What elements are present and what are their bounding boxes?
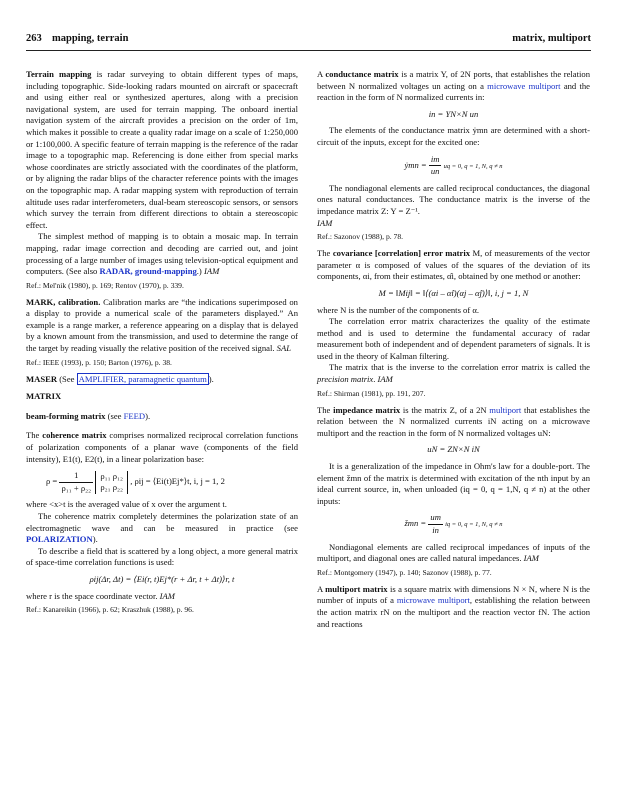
eq-lhs: ρ = (46, 476, 58, 487)
entry-term: impedance matrix (333, 404, 401, 415)
conductance-matrix-entry (317, 69, 590, 104)
conductance-para3 (317, 183, 590, 218)
maser-entry (26, 374, 298, 386)
conductance-equation: in = YN×N un (428, 108, 479, 119)
entry-text: is a square matrix with dimensions N × N, where N is the number of inputs of a (317, 583, 590, 606)
reference: Ref.: Shirman (1981), pp. 191, 207. (317, 388, 426, 398)
see-link-microwave-multiport-2[interactable]: microwave multiport (396, 595, 470, 606)
eq-denominator: un (430, 166, 440, 177)
eq-denominator: in (432, 525, 439, 535)
right-column (317, 69, 590, 630)
entry-term: beam-forming matrix (26, 410, 106, 421)
impedance-para2: It is a generalization of the impedance in Ohm's law for a double-port. The element žmn of the matrix is determined with excitation of the nth input by an ideal current source, in, when unloaded (iq = 0, q = 1,N, q ≠ n) at the other inputs: (317, 461, 590, 506)
entry-text: (see (105, 410, 124, 421)
eq-fraction (428, 512, 443, 536)
signature: IAM (203, 266, 220, 277)
conductance-signature (317, 218, 590, 230)
right-running-title: matrix, multiport (512, 33, 591, 44)
eq-fraction (429, 154, 442, 178)
entry-term: conductance matrix (325, 69, 399, 79)
eq-matrix (95, 471, 128, 494)
covariance-para3 (317, 362, 590, 385)
entry-text: M, of measurements of the vector parameter α is composed of values of the squares of the deviation of its components, αi, from their estimates, α̂i, obtained by one method or another: (317, 248, 590, 282)
running-header (26, 33, 591, 49)
eq-condition: iq = 0, q = 1, N, q ≠ n (445, 521, 503, 529)
entry-text: ). (92, 534, 98, 545)
see-link-multiport[interactable]: multiport (489, 404, 522, 415)
coherence-where: where <x>t is the averaged value of x over the argument t. (26, 499, 227, 510)
covariance-matrix-entry (317, 248, 590, 283)
entry-text: .) (196, 266, 204, 277)
entry-text: The simplest method of mapping is to obtain a mosaic map. In terrain mapping, radar image correction and decoding are carried out, and joint processing of a large number of images using television-optical equipment and computers. (See also (26, 231, 298, 277)
page-number: 263 (26, 33, 42, 44)
reference: Ref.: Sazonov (1988), p. 78. (317, 232, 404, 242)
terrain-mapping-entry (26, 69, 298, 231)
eq-lhs: ẏmn = (404, 159, 427, 170)
entry-text: is radar surveying to obtain different types of maps, including topographic. Side-looking radars mounted on aircraft or spacecraft and using either real or synthesized apertures, along with a precision navigational system, are used for terrain mapping. The onboard inertial navigation system of the aircraft provides a precision on the order of 1m, which makes it possible to create a quality radar image on a scale of 1:250,000 or 1:100,000. A specific feature of terrain mapping is the reference of the radar image to a topographic map. Referencing is done either from special marks whose coordinates are strictly associated with the coordinates of the platform, or by aligning the radar blips of the character reference points with the images on the topographic map. A radar mapping system with reproduction of terrain altitude uses radar interferometers, dual-beam stereoscopic sensors, or sensors which survey the terrain from different directions to obtain a stereoscopic effect. (26, 69, 298, 230)
entry-text: The (26, 430, 43, 441)
eq-fraction (59, 470, 93, 494)
entry-text: . (373, 374, 378, 385)
entry-text: The (317, 404, 334, 415)
eq-rhs: , ρij = ⟨Ei(t)Ej*⟩t, i, j = 1, 2 (130, 476, 225, 487)
entry-text: Calibration marks are “the indications superimposed on a display to provide a numerical scale of the parameters displayed.” An example is a range marker, a reference appearing on a display that is delayed by a known amount from the transmission, and used to determine the range of the target by reading visually the relative position of the received signal. (26, 296, 298, 354)
entry-text: is the matrix Z, of a 2N (400, 404, 490, 415)
reference: Ref.: Mel'nik (1980), p. 169; Rentov (1970), p. 339. (26, 280, 184, 290)
entry-text: The matrix that is the inverse to the correlation error matrix is called the (329, 362, 590, 373)
entry-term: coherence matrix (42, 430, 107, 441)
eq-matrix-row: ρ₁₁ ρ₁₂ (100, 470, 124, 481)
reference: Ref.: Kanareikin (1966), p. 62; Kraszhuk (1988), p. 96. (26, 605, 194, 615)
entry-term: Terrain mapping (26, 69, 92, 79)
covariance-para2: The correlation error matrix characterizes the quality of the estimate method and is used to determine the fundamental accuracy of radar measurement both of independent and of dependent parameters of signals. It is used in the theory of Kalman filtering. (317, 316, 590, 361)
entry-text: (See (57, 373, 77, 384)
eq-denominator: ρ₁₁ + ρ₂₂ (61, 482, 92, 493)
entry-text: is a matrix Y, of 2N ports, that establishes the relation between N normalized voltages un acting on a (317, 69, 590, 91)
entry-term: MASER (26, 373, 58, 384)
reference: Ref.: Montgomery (1947), p. 140; Sazonov (1988), p. 77. (317, 567, 492, 577)
left-column (26, 69, 298, 621)
signature: IAM (523, 553, 539, 564)
entry-text: that establishes the relation between the N normalized currents iN acting on a microwave multiport and the reaction in the form of N normalized voltages uN: (317, 404, 590, 438)
eq-matrix-row: ρ₂₁ ρ₂₂ (100, 482, 124, 493)
entry-text: A (317, 583, 326, 594)
coherence-equation (26, 470, 298, 494)
multiport-matrix-entry (317, 584, 590, 630)
impedance-para3 (317, 542, 590, 565)
eq-numerator: im (429, 154, 442, 167)
entry-term: covariance [correlation] error matrix (332, 248, 471, 259)
impedance-element-equation (317, 512, 590, 536)
entry-text: The nondiagonal elements are called reciprocal conductances, the diagonal ones natural conductances. The conductance matrix is the inverse of the impedance matrix Z: Y = Z⁻¹. (317, 182, 590, 216)
entry-text: A (317, 69, 326, 79)
entry-text: comprises normalized reciprocal correlation functions of polarization components of a planar wave (components of the field intensity), E1(t), E2(t), in a linear polarization base: (26, 430, 299, 464)
signature: IAM (377, 374, 393, 385)
terrain-mapping-para2 (26, 231, 298, 277)
signature: IAM (159, 590, 175, 601)
matrix-heading: MATRIX (26, 391, 62, 402)
covariance-where: where N is the number of the components of α. (317, 304, 480, 315)
reference: Ref.: IEEE (1993), p. 150; Barton (1976), p. 38. (26, 357, 172, 367)
impedance-equation: uN = ZN×N iN (427, 444, 480, 455)
see-link-microwave-multiport[interactable]: microwave multiport (487, 80, 561, 91)
entry-text: where r is the space coordinate vector. (26, 590, 160, 601)
mark-calibration-entry (26, 297, 298, 355)
entry-text: The coherence matrix completely determines the polarization state of an electromagnetic wave and can be measured in practice (see (26, 511, 298, 533)
header-rule (26, 50, 591, 51)
see-link-radar-ground-mapping[interactable]: RADAR, ground-mapping (99, 266, 197, 277)
eq-condition: uq = 0, q = 1, N, q ≠ n (443, 162, 503, 170)
entry-text: The (317, 248, 333, 259)
left-running-title: mapping, terrain (52, 33, 129, 44)
coherence-para2 (26, 511, 298, 546)
entry-text: Nondiagonal elements are called reciprocal impedances of inputs of the multiport, and diagonal ones are called natural impedances. (317, 541, 590, 564)
eq-lhs: žmn = (404, 518, 427, 529)
coherence-matrix-entry (26, 430, 298, 465)
covariance-equation: M = ‖Mij‖ = ‖⟨(αi – α̂i)(αj – α̂j)⟩‖, i, j = 1, N (378, 287, 529, 298)
coherence-where2 (26, 591, 298, 603)
signature: SAL (276, 343, 291, 354)
signature: IAM (317, 217, 333, 228)
see-link-feed[interactable]: FEED (123, 410, 146, 421)
impedance-matrix-entry (317, 405, 590, 440)
entry-text: ). (145, 410, 151, 421)
conductance-para2: The elements of the conductance matrix ẏmn are determined with a short-circuit of the inputs, except for the excited one: (317, 125, 590, 147)
conductance-element-equation (317, 154, 590, 178)
coherence-para3: To describe a field that is scattered by a long object, a more general matrix of space-time correlation functions is used: (26, 545, 298, 568)
beam-forming-entry (26, 411, 298, 423)
entry-term: multiport matrix (325, 583, 388, 594)
entry-text: ). (208, 373, 214, 384)
see-link-amplifier-paramagnetic-quantum[interactable]: AMPLIFIER, paramagnetic quantum (78, 373, 207, 384)
entry-text: , establishing the relation between the action matrix rN on the multiport and the reaction vector fN. The action and reactions (317, 595, 590, 629)
entry-term: precision matrix (317, 374, 374, 385)
eq-numerator: um (428, 512, 443, 525)
see-link-polarization[interactable]: POLARIZATION (26, 534, 93, 545)
eq-numerator: 1 (59, 470, 93, 483)
entry-text: and the reaction in the form of N normalized currents in: (317, 80, 590, 103)
space-time-correlation-equation: ρij(Δr, Δt) = ⟨Ei(r, t)Ej*(r + Δr, t + Δt)⟩r, t (89, 573, 235, 584)
entry-term: MARK, calibration. (26, 296, 101, 307)
